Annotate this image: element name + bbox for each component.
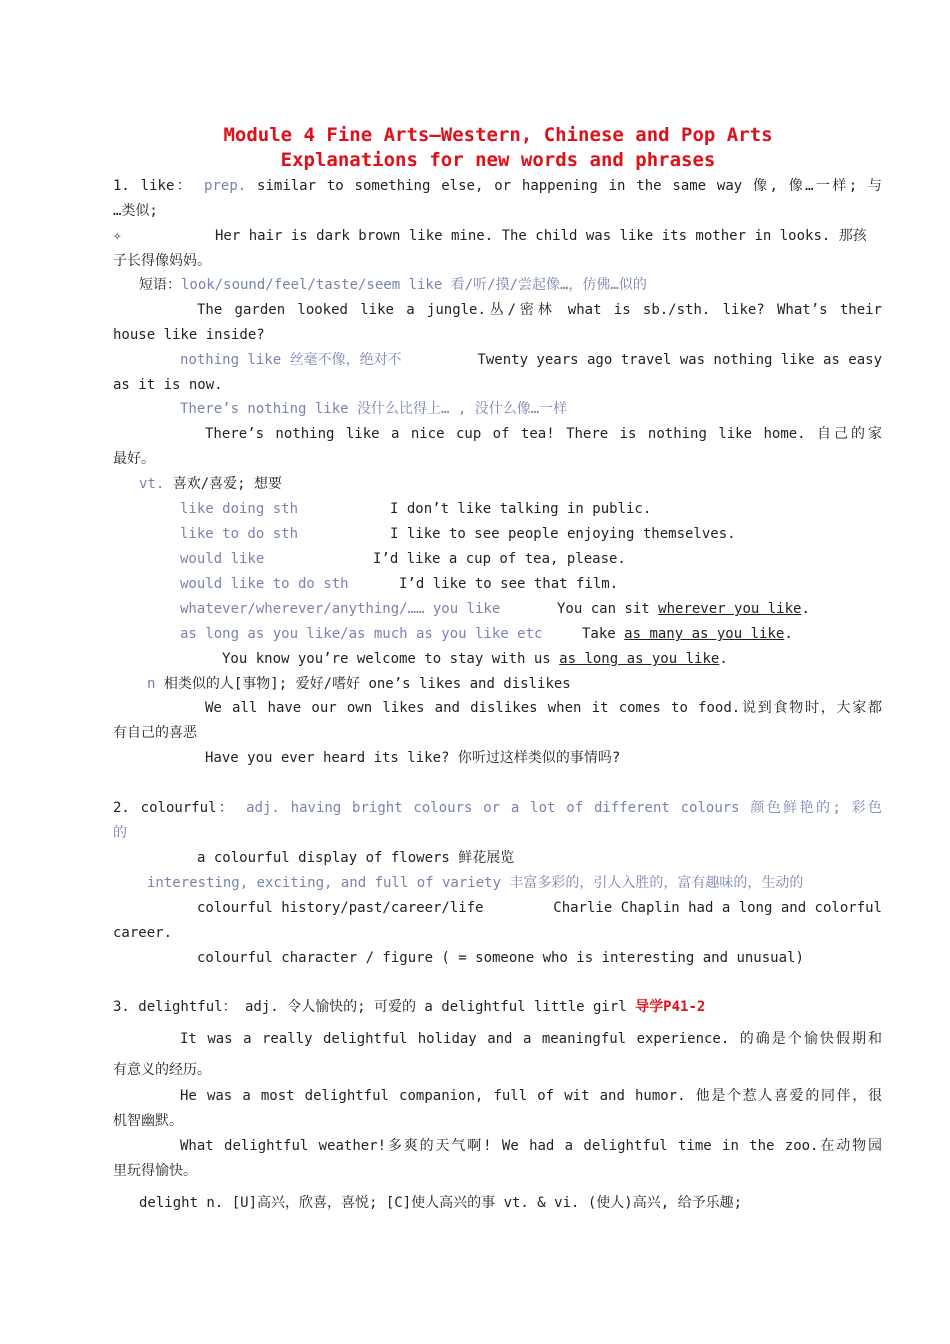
- example-line: It was a really delightful holiday and a meaningful experience. 的确是个愉快假期和: [180, 1031, 882, 1047]
- reference-tag: 导学P41-2: [635, 999, 706, 1015]
- example-text: I’d like a cup of tea, please.: [373, 551, 626, 567]
- example-text: Her hair is dark brown like mine. The child was like its mother in looks. 那孩: [215, 228, 867, 244]
- definition-text: 喜欢/喜爱; 想要: [164, 476, 283, 492]
- example-part: Take: [582, 626, 625, 642]
- text-line: 里玩得愉快。: [113, 1163, 197, 1179]
- sparkle-icon: ✧: [113, 228, 122, 244]
- phrase-item: whatever/wherever/anything/…… you like: [180, 601, 501, 617]
- example-text: [557, 599, 810, 619]
- underlined-phrase: wherever you like: [658, 601, 802, 617]
- text-line: 有自己的喜恶: [113, 725, 197, 741]
- pos-line: [139, 474, 282, 494]
- module-title: Module 4 Fine Arts—Western, Chinese and Pop Arts: [223, 124, 773, 146]
- phrase-item: as long as you like/as much as you like etc: [180, 626, 543, 642]
- phrase-text: nothing like 丝毫不像，绝对不: [180, 352, 402, 368]
- example-part: .: [719, 651, 728, 667]
- definition-text: 相类似的人[事物]; 爱好/嗜好 one’s likes and dislikes: [155, 676, 571, 692]
- phrase-item: like doing sth: [180, 501, 299, 517]
- entry-number-colourful: 2. colourful：: [113, 800, 247, 816]
- pos-vt: vt.: [139, 476, 165, 492]
- example-line: [197, 898, 882, 918]
- example-line: What delightful weather!多爽的天气啊! We had a delightful time in the zoo.在动物园: [180, 1138, 882, 1154]
- text-line: career.: [113, 925, 173, 941]
- example-line: colourful character / figure ( = someone who is interesting and unusual): [197, 950, 804, 966]
- entry-like-definition: [113, 176, 882, 196]
- phrases-label: 短语：: [139, 277, 181, 293]
- text-line: 的: [113, 825, 127, 841]
- underlined-phrase: as long as you like: [559, 651, 720, 667]
- definition-line: interesting, exciting, and full of variety 丰富多彩的，引人入胜的，富有趣味的，生动的: [147, 875, 804, 891]
- text-line: 有意义的经历。: [113, 1062, 211, 1078]
- entry-number-like: 1. like：: [113, 178, 205, 194]
- section-title: Explanations for new words and phrases: [280, 149, 716, 171]
- text-line: 子长得像妈妈。: [113, 253, 211, 269]
- example-line: [113, 226, 882, 246]
- example-line: We all have our own likes and dislikes when it comes to food.说到食物时，大家都: [205, 700, 882, 716]
- underlined-phrase: as many as you like: [624, 626, 785, 642]
- example-text: I’d like to see that film.: [399, 576, 619, 592]
- phrase-item: would like: [180, 551, 265, 567]
- example-line: Have you ever heard its like? 你听过这样类似的事情吗?: [205, 750, 621, 766]
- example-part: You know you’re welcome to stay with us: [222, 651, 560, 667]
- entry-colourful-definition: [113, 798, 882, 818]
- entry-delightful-definition: [113, 997, 705, 1017]
- phrase-item: like to do sth: [180, 526, 299, 542]
- example-line: There’s nothing like a nice cup of tea! There is nothing like home. 自己的家: [205, 426, 882, 442]
- text-line: …类似;: [113, 203, 158, 219]
- example-line: a colourful display of flowers 鲜花展览: [197, 850, 515, 866]
- example-text: [222, 649, 728, 669]
- pos-line: [147, 674, 571, 694]
- example-text: Charlie Chaplin had a long and colorful: [553, 900, 882, 916]
- definition-text: similar to something else, or happening in the same way 像, 像…一样; 与: [246, 178, 882, 194]
- example-text: I don’t like talking in public.: [390, 501, 652, 517]
- example-line: The garden looked like a jungle.丛/密林 what is sb./sth. like? What’s their: [197, 302, 882, 318]
- phrase-line: [139, 275, 647, 295]
- pos-prep: prep.: [204, 178, 247, 194]
- example-part: .: [784, 626, 793, 642]
- text-line: 最好。: [113, 451, 155, 467]
- example-text: I like to see people enjoying themselves.: [390, 526, 736, 542]
- phrase-line: There’s nothing like 没什么比得上… , 没什么像…一样: [180, 401, 568, 417]
- example-text: Twenty years ago travel was nothing like as easy: [477, 352, 882, 368]
- phrase-line: [180, 350, 882, 370]
- text-line: as it is now.: [113, 377, 223, 393]
- definition-text: adj. having bright colours or a lot of different colours 颜色鲜艳的; 彩色: [246, 800, 882, 816]
- pos-n: n: [147, 676, 156, 692]
- text-line: house like inside?: [113, 327, 265, 343]
- phrase-text: look/sound/feel/taste/seem like 看/听/摸/尝起像…，仿佛…似的: [181, 277, 647, 293]
- example-text: [582, 624, 793, 644]
- example-part: You can sit: [557, 601, 659, 617]
- phrase-item: would like to do sth: [180, 576, 349, 592]
- phrase-text: colourful history/past/career/life: [197, 900, 484, 916]
- entry-number-delightful: 3. delightful： adj. 令人愉快的; 可爱的 a delightful little girl: [113, 999, 636, 1015]
- example-line: He was a most delightful companion, full of wit and humor. 他是个惹人喜爱的同伴，很: [180, 1088, 882, 1104]
- definition-line: delight n. [U]高兴，欣喜，喜悦; [C]使人高兴的事 vt. & vi. (使人)高兴, 给予乐趣;: [139, 1195, 743, 1211]
- example-part: .: [801, 601, 810, 617]
- text-line: 机智幽默。: [113, 1113, 183, 1129]
